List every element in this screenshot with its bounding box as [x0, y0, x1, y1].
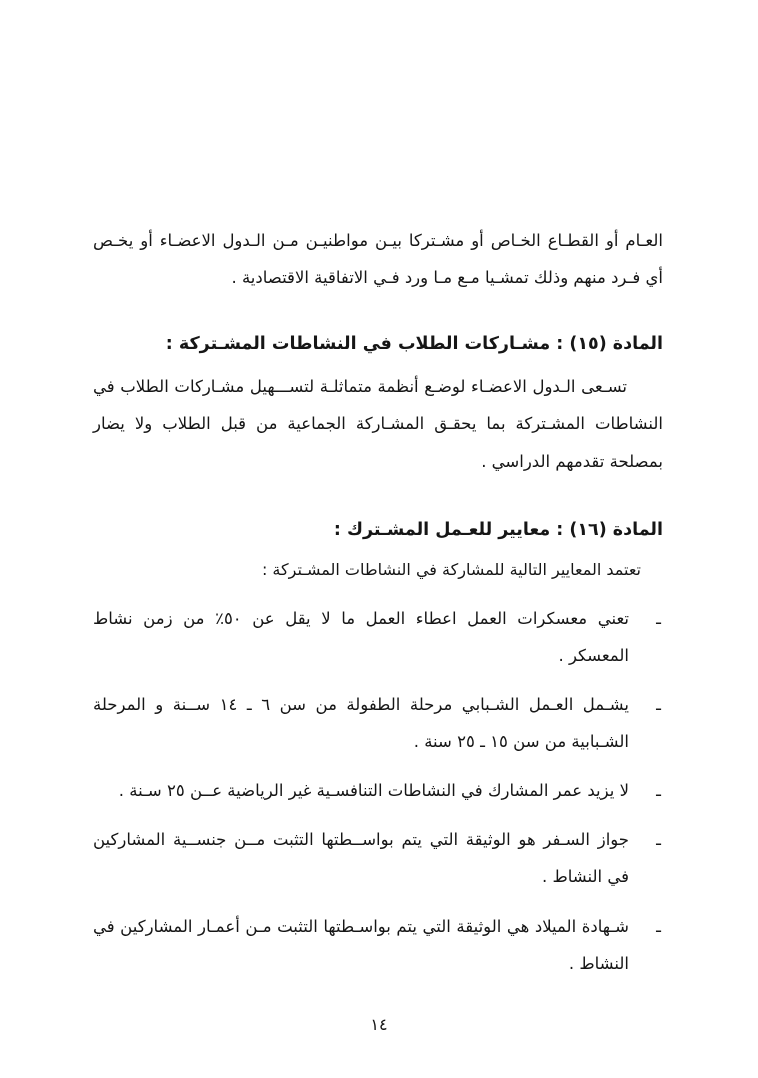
list-item — [93, 821, 663, 895]
page-number: ١٤ — [370, 1015, 388, 1034]
list-item-text: لا يزيد عمر المشارك في النشاطات التنافسـية غير الرياضية عــن ٢٥ سـنة . — [118, 781, 629, 801]
article-15-heading: المادة (١٥) : مشـاركات الطلاب في النشاطات المشـتركة : — [165, 334, 663, 355]
list-item-text: جواز السـفر هو الوثيقة التي يتم بواســطتها التثبت مــن جنســية المشاركين في النشاط . — [93, 830, 629, 887]
criteria-list — [93, 600, 663, 982]
dash-marker: ـ — [656, 694, 661, 714]
article-15-body: تسـعى الـدول الاعضـاء لوضـع أنظمة متماثلـة لتســـهيل مشـاركات الطلاب في النشاطات المشـتركة بما يحقـق المشـاركة الجماعية من قبل الطلاب ولا يضار بمصلحة تقدمهم الدراسي . — [93, 377, 663, 471]
dash-marker: ـ — [656, 608, 661, 628]
dash-marker: ـ — [656, 830, 661, 850]
list-item-text: يشـمل العـمل الشـبابي مرحلة الطفولة من سن ٦ ـ ١٤ ســنة و المرحلة الشـبابية من سن ١٥ ـ ٢٥ سنة . — [93, 694, 629, 751]
article-16-intro: تعتمد المعايير التالية للمشاركة في النشاطات المشـتركة : — [261, 559, 641, 579]
article-16-heading: المادة (١٦) : معايير للعـمل المشـترك : — [333, 519, 663, 540]
list-item — [93, 908, 663, 982]
list-item — [93, 772, 663, 809]
list-item — [93, 686, 663, 760]
dash-marker: ـ — [656, 916, 661, 936]
list-item-text: شـهادة الميلاد هي الوثيقة التي يتم بواسـطتها التثبت مـن أعمـار المشاركين في النشاط . — [93, 916, 629, 973]
intro-paragraph: العـام أو القطـاع الخـاص أو مشـتركا بيـن مواطنيـن مـن الـدول الاعضـاء أو يخـص أي فـرد منهم وذلك تمشـيا مـع مـا ورد فـي الاتفاقية الاقتصادية . — [93, 231, 663, 288]
dash-marker: ـ — [656, 781, 661, 801]
list-item — [93, 600, 663, 674]
page-content — [93, 222, 663, 982]
list-item-text: تعني معسكرات العمل اعطاء العمل ما لا يقل عن ٥٠٪ من زمن نشاط المعسكر . — [93, 608, 629, 665]
